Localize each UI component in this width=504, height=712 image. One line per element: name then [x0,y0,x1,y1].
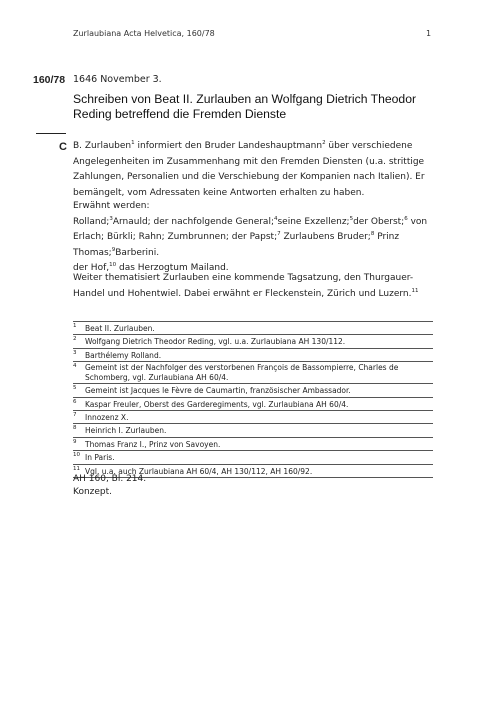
footnote-number: 6 [73,398,77,405]
footnote-marker: 6 [404,215,408,222]
footnote-text: Kaspar Freuler, Oberst des Garderegiments, vgl. Zurlaubiana AH 60/4. [85,399,349,409]
footnote-marker: 11 [411,287,419,294]
footnote [73,383,433,396]
footnote-text: Vgl. u.a. auch Zurlaubiana AH 60/4, AH 130/112, AH 160/92. [85,466,313,476]
footnote-text: Barthélemy Rolland. [85,350,162,360]
footnote [73,450,433,463]
section-rule [36,133,66,134]
footnote [73,397,433,410]
text-run: Weiter thematisiert Zurlauben eine kommende Tagsatzung, den Thurgauer-Handel und Hohentwiel. Dabei erwähnt er Fleckenstein, Zürich und Luzern. [73,273,414,299]
footnote-number: 8 [73,425,77,432]
footnote [73,361,433,383]
text-run: über verschiedene Angelegenheiten im Zusammenhang mit den Fremden Diensten (u.a. strittige Zahlungen, Personalien und die Verschiebung der Kompanien nach Italien). Er bemängelt, vom Adressaten keine Antworten erhalten zu haben. [73,141,425,198]
footnote-number: 11 [73,465,80,472]
footnote [73,321,433,334]
document-number: 160/78 [33,74,66,86]
text-run: B. Zurlauben [73,141,132,151]
footnote-number: 2 [73,336,77,343]
text-run: informiert den Bruder Landeshauptmann [134,141,323,151]
footnote-text: Innozenz X. [85,412,129,422]
text-run: der Hof, [73,263,110,274]
archive-reference [73,473,146,498]
text-run: Rolland; [73,216,110,227]
footnote-number: 5 [73,385,77,392]
text-run: Arnauld; der nachfolgende General; [112,216,274,227]
summary-paragraph [73,139,435,201]
text-run: der Oberst; [353,216,405,227]
footnote-text: Wolfgang Dietrich Theodor Reding, vgl. u.a. Zurlaubiana AH 130/112. [85,337,346,347]
footnote-marker: 4 [273,215,278,222]
footnote-marker: 7 [277,231,281,238]
footnote-marker: 10 [109,262,117,269]
further-topics-paragraph [73,271,435,302]
footnote-text: In Paris. [85,453,115,463]
document-date: 1646 November 3. [73,74,162,85]
footnote-number: 1 [73,323,77,329]
text-run: Barberini. [115,247,160,258]
footnote [73,410,433,423]
footnote-marker: 8 [370,231,375,238]
page-number: 1 [426,29,432,38]
archive-note: Konzept. [73,486,113,497]
source-type-letter: C [59,141,67,153]
footnote-marker: 5 [349,215,354,222]
footnote [73,437,433,450]
footnote-text: Gemeint ist der Nachfolger des verstorbenen François de Bassompierre, Charles de Schomberg, vgl. Zurlaubiana AH 60/4. [85,363,399,382]
archive-signature: AH 160, Bl. 214. [73,474,147,484]
text-run: von Erlach; Bürkli; Rahn; Zumbrunnen; der Papst; [73,216,428,243]
text-run: seine Exzellenz; [277,216,350,227]
footnote [73,334,433,347]
footnote-number: 3 [73,349,77,356]
footnote-text: Gemeint ist Jacques le Fèvre de Caumartin, französischer Ambassador. [85,386,351,396]
footnote-text: Thomas Franz I., Prinz von Savoyen. [85,439,221,449]
text-run: Erwähnt werden: [73,201,150,211]
footnote-text: Beat II. Zurlauben. [85,324,155,333]
footnote-marker: 1 [131,140,135,146]
footnote [73,423,433,436]
footnote-text: Heinrich I. Zurlauben. [85,426,167,436]
mentioned-paragraph [73,199,435,277]
document-title: Schreiben von Beat II. Zurlauben an Wolfgang Dietrich Theodor Reding betreffend die Fremden Dienste [73,92,417,121]
text-run: Zurlaubens Bruder; [280,232,371,243]
footnote-marker: 3 [109,215,113,222]
text-run: das Herzogtum Mailand. [116,263,229,274]
footnote [73,348,433,361]
footnote-number: 4 [73,363,77,370]
footnotes [73,321,433,478]
footnote-number: 9 [73,438,77,445]
footnote-marker: 9 [111,246,116,253]
footnote-marker: 2 [322,140,326,146]
running-header-title: Zurlaubiana Acta Helvetica, 160/78 [73,29,215,38]
footnote-number: 10 [73,452,80,459]
text-run: Prinz Thomas; [73,232,400,258]
footnote-number: 7 [73,411,77,418]
